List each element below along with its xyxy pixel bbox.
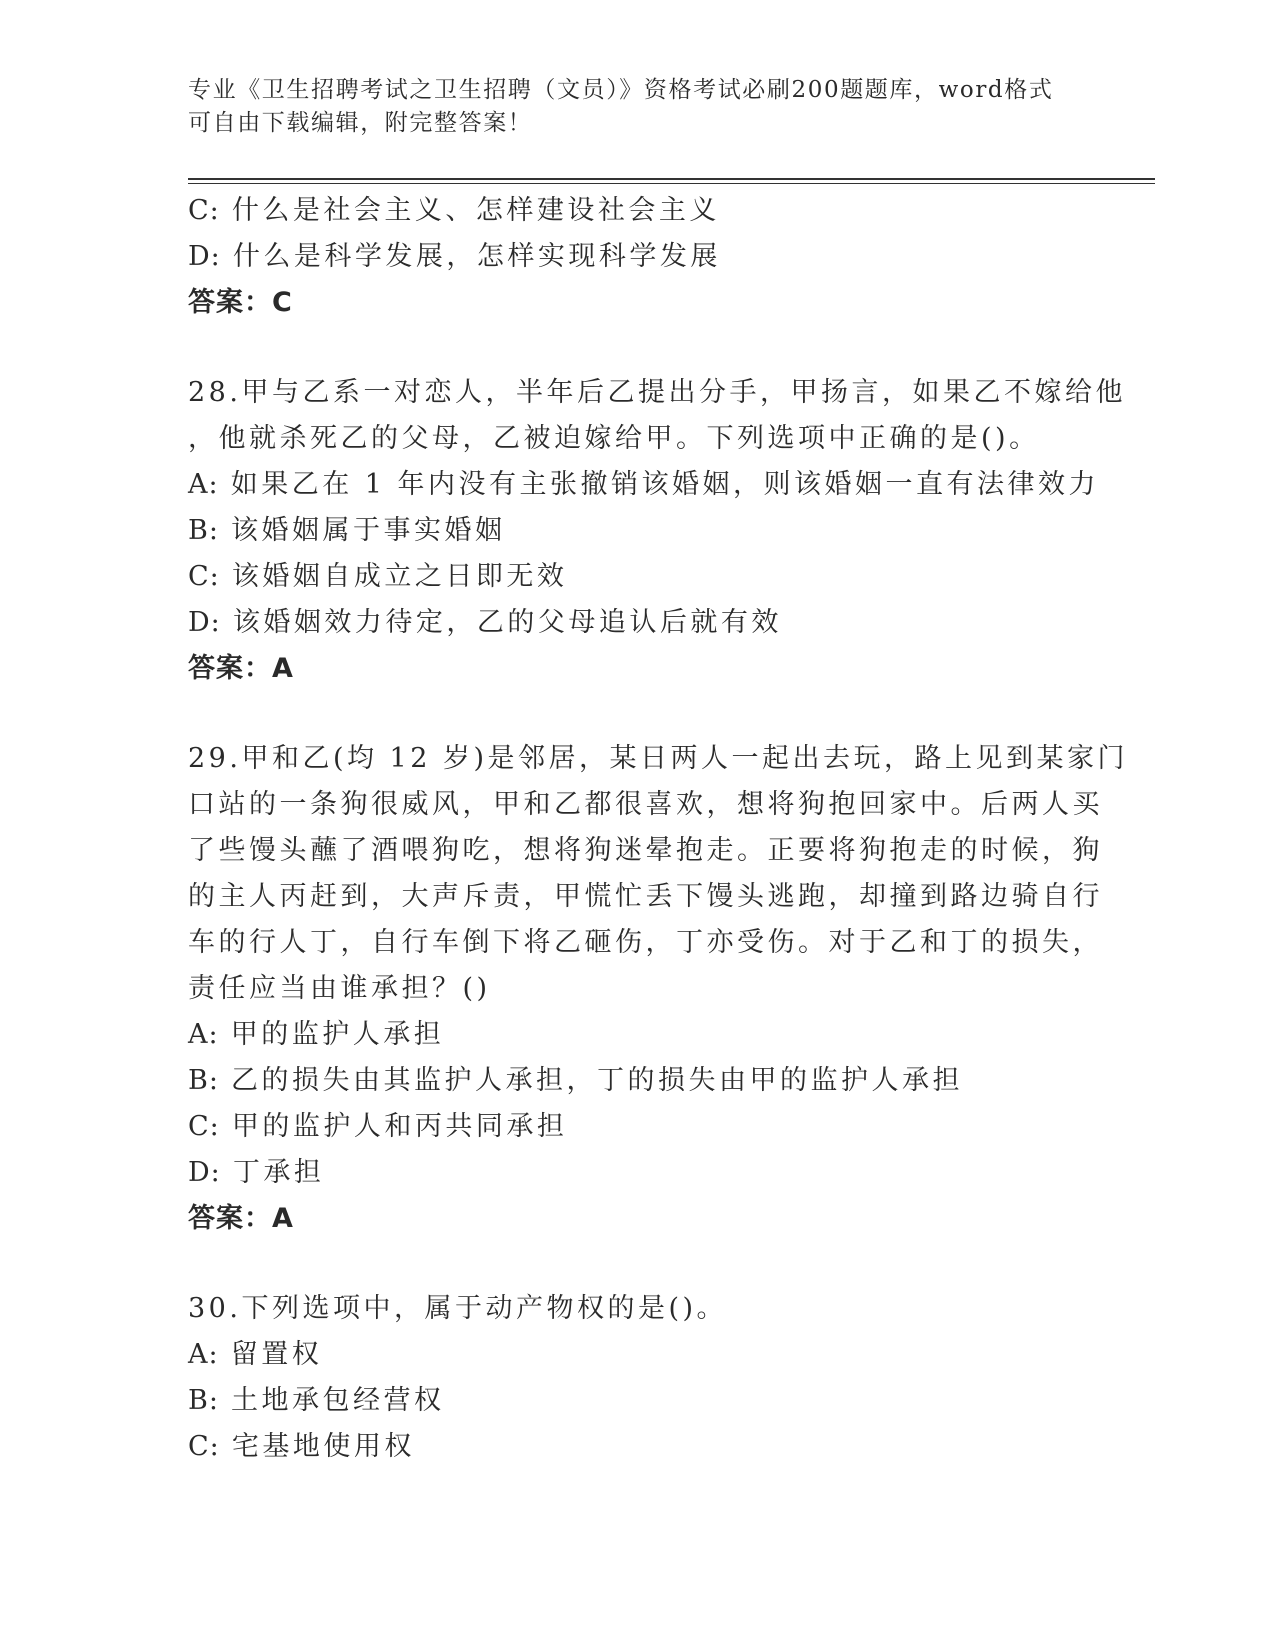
spacer <box>188 692 1088 736</box>
option-line: C: 该婚姻自成立之日即无效 <box>188 561 568 592</box>
question-30 <box>188 1286 1088 1470</box>
question-stem-line: 口站的一条狗很威风，甲和乙都很喜欢，想将狗抱回家中。后两人买 <box>188 789 1103 820</box>
answer-line: 答案：A <box>188 653 294 684</box>
option-line: B: 土地承包经营权 <box>188 1385 445 1416</box>
option-line: C: 宅基地使用权 <box>188 1431 415 1462</box>
question-stem-line: 29.甲和乙(均 12 岁)是邻居，某日两人一起出去玩，路上见到某家门 <box>188 743 1129 774</box>
option-line: B: 该婚姻属于事实婚姻 <box>188 515 506 546</box>
header-rule-thick <box>188 178 1155 180</box>
spacer <box>188 1242 1088 1286</box>
question-29 <box>188 736 1129 1242</box>
option-line: B: 乙的损失由其监护人承担，丁的损失由甲的监护人承担 <box>188 1065 964 1096</box>
option-line: C: 什么是社会主义、怎样建设社会主义 <box>188 195 720 226</box>
option-line: C: 甲的监护人和丙共同承担 <box>188 1111 568 1142</box>
question-stem-line: 28.甲与乙系一对恋人，半年后乙提出分手，甲扬言，如果乙不嫁给他 <box>188 377 1126 408</box>
prev-question-block <box>188 188 1088 326</box>
document-body <box>188 188 1129 1470</box>
question-stem-line: 车的行人丁，自行车倒下将乙砸伤，丁亦受伤。对于乙和丁的损失， <box>188 927 1103 958</box>
document-header <box>188 74 1088 140</box>
spacer <box>188 326 1088 370</box>
question-stem-line: 30.下列选项中，属于动产物权的是()。 <box>188 1293 728 1324</box>
header-title-line-2: 可自由下载编辑，附完整答案！ <box>188 110 533 136</box>
question-stem-line: 了些馒头蘸了酒喂狗吃，想将狗迷晕抱走。正要将狗抱走的时候，狗 <box>188 835 1103 866</box>
header-rule-thin <box>188 183 1155 184</box>
option-line: A: 甲的监护人承担 <box>188 1019 445 1050</box>
question-stem-line: 责任应当由谁承担？() <box>188 973 491 1004</box>
option-line: D: 该婚姻效力待定，乙的父母追认后就有效 <box>188 607 782 638</box>
question-stem-line: ，他就杀死乙的父母，乙被迫嫁给甲。下列选项中正确的是()。 <box>188 423 1040 454</box>
option-line: A: 如果乙在 1 年内没有主张撤销该婚姻，则该婚姻一直有法律效力 <box>188 469 1100 500</box>
option-line: A: 留置权 <box>188 1339 323 1370</box>
question-stem-line: 的主人丙赶到，大声斥责，甲慌忙丢下馒头逃跑，却撞到路边骑自行 <box>188 881 1103 912</box>
answer-line: 答案：A <box>188 1203 294 1234</box>
option-line: D: 什么是科学发展，怎样实现科学发展 <box>188 241 721 272</box>
header-title-line-1: 专业《卫生招聘考试之卫生招聘（文员）》资格考试必刷200题题库，word格式 <box>188 77 1054 103</box>
option-line: D: 丁承担 <box>188 1157 325 1188</box>
answer-line: 答案：C <box>188 287 293 318</box>
question-28 <box>188 370 1126 692</box>
